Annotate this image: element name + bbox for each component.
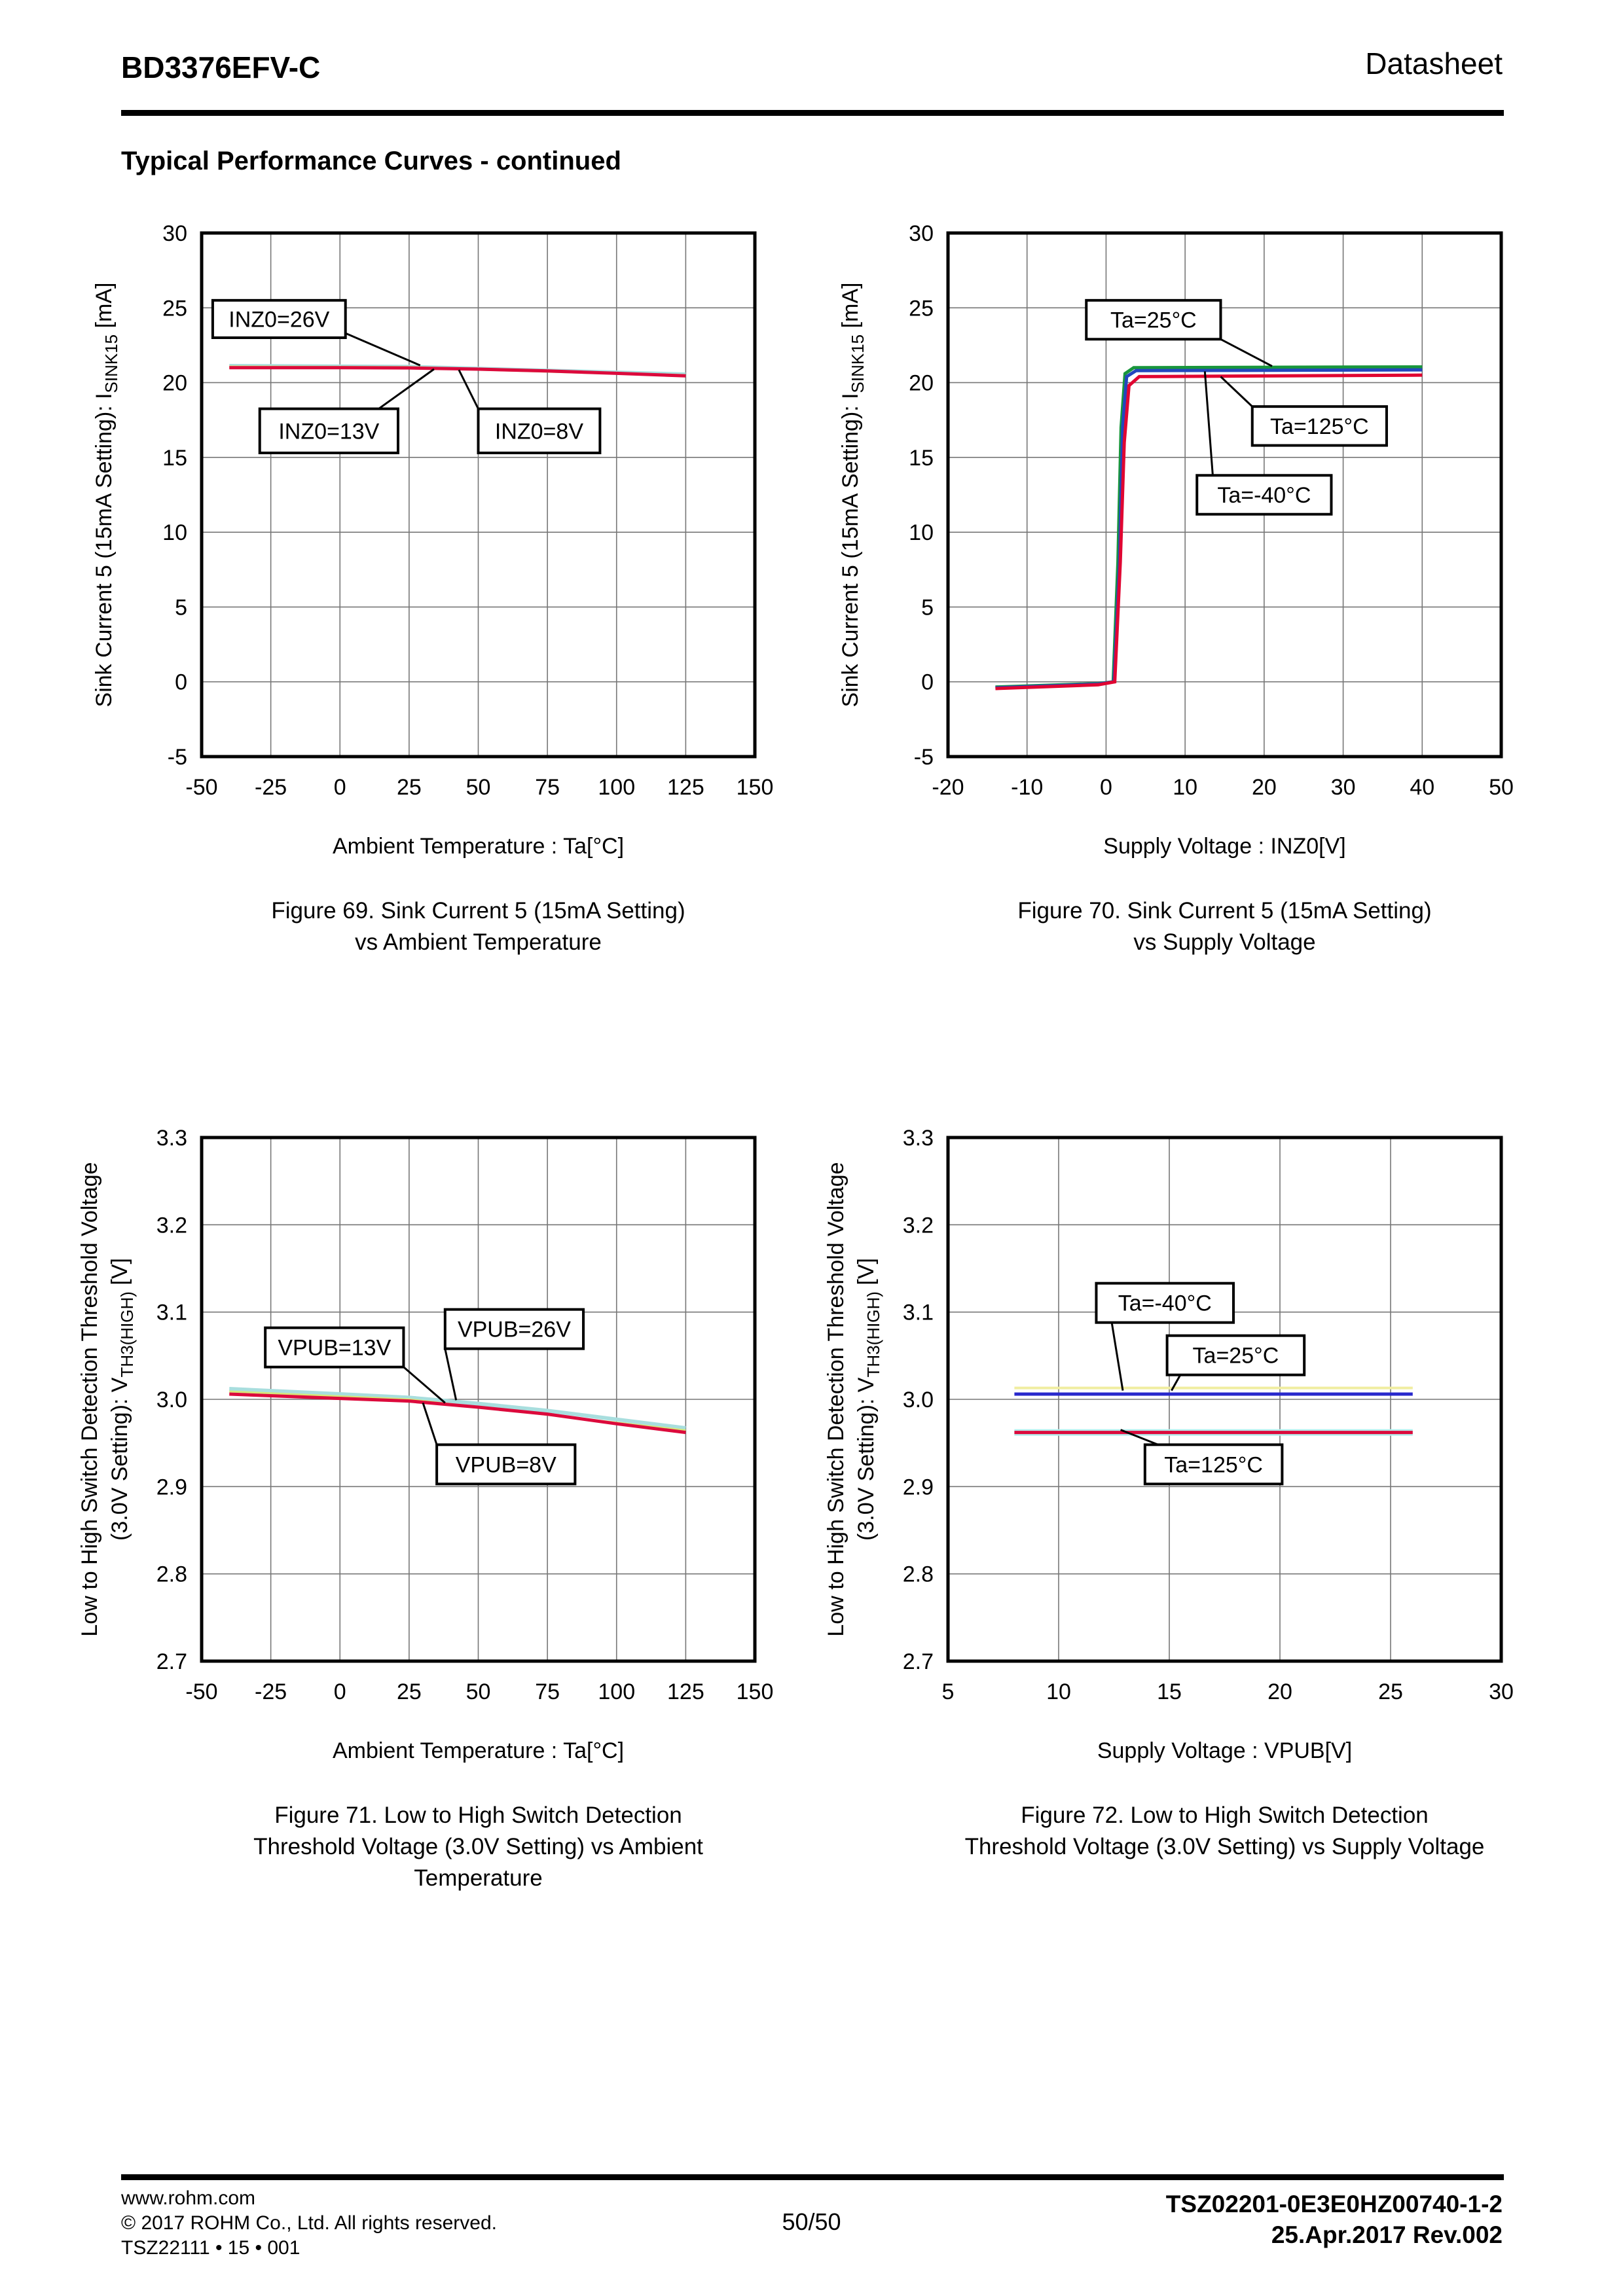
chart-text: 2.8 bbox=[156, 1562, 187, 1587]
chart-text: Ta=125°C bbox=[1164, 1452, 1263, 1478]
chart-text: INZ0=13V bbox=[278, 419, 380, 444]
chart-text: -50 bbox=[185, 1679, 218, 1704]
chart-text: 30 bbox=[909, 221, 934, 246]
chart-text: 2.8 bbox=[902, 1562, 934, 1587]
chart-text: 125 bbox=[667, 1679, 704, 1704]
footer-page-number: 50/50 bbox=[782, 2208, 841, 2235]
chart-text: 10 bbox=[909, 520, 934, 546]
y-axis-label: (3.0V Setting): $V_{TH3(HIGH)}$ [V] bbox=[107, 1258, 137, 1541]
chart-text: INZ0=26V bbox=[228, 307, 330, 332]
annotation-leader bbox=[378, 369, 434, 409]
chart-text: -25 bbox=[255, 1679, 287, 1704]
chart-text: 0 bbox=[333, 775, 346, 800]
figure-69-chart bbox=[77, 208, 784, 869]
series-VPUB=26V bbox=[229, 1394, 685, 1433]
annotation-leader bbox=[1112, 1323, 1123, 1391]
figure-69-caption bbox=[202, 895, 755, 958]
annotation-leader bbox=[1220, 376, 1252, 406]
figure-72-caption-line1: Figure 72. Low to High Switch Detection bbox=[1021, 1803, 1429, 1828]
chart-text: 2.7 bbox=[156, 1649, 187, 1674]
chart-text: 75 bbox=[535, 1679, 560, 1704]
chart-text: 100 bbox=[598, 775, 636, 800]
chart-text: 3.3 bbox=[902, 1126, 934, 1151]
y-axis-label: Low to High Switch Detection Threshold Voltage bbox=[824, 1162, 848, 1637]
figure-71-block bbox=[77, 1113, 784, 1894]
chart-text: Ta=-40°C bbox=[1118, 1291, 1212, 1316]
doc-type-label: Datasheet bbox=[1365, 46, 1503, 81]
chart-text: 3.3 bbox=[156, 1126, 187, 1151]
chart-text: 10 bbox=[162, 520, 187, 546]
chart-text: 3.0 bbox=[156, 1388, 187, 1412]
chart-text: Ta=25°C bbox=[1192, 1343, 1279, 1369]
figure-70-block bbox=[824, 208, 1531, 958]
chart-text: 20 bbox=[1251, 775, 1277, 800]
y-axis-label: (3.0V Setting): $V_{TH3(HIGH)}$ [V] bbox=[854, 1258, 883, 1541]
chart-text: 25 bbox=[396, 775, 422, 800]
chart-text: 30 bbox=[1330, 775, 1356, 800]
chart-text: -25 bbox=[255, 775, 287, 800]
chart-text: Ambient Temperature : Ta[°C] bbox=[332, 1738, 625, 1763]
chart-text: Supply Voltage : INZ0[V] bbox=[1103, 834, 1346, 859]
chart-text: Supply Voltage : VPUB[V] bbox=[1097, 1738, 1353, 1763]
series-INZ0=26V bbox=[229, 368, 685, 376]
chart-text: 30 bbox=[1489, 1679, 1514, 1704]
chart-text: 20 bbox=[909, 370, 934, 396]
chart-text: 75 bbox=[535, 775, 560, 800]
chart-text: VPUB=26V bbox=[457, 1317, 571, 1342]
chart-text: 0 bbox=[333, 1679, 346, 1704]
figure-71-caption-line1: Figure 71. Low to High Switch Detection bbox=[274, 1803, 682, 1828]
annotation-leader bbox=[1205, 371, 1213, 475]
chart-text: -10 bbox=[1011, 775, 1044, 800]
chart-text: 50 bbox=[1489, 775, 1514, 800]
chart-text: 150 bbox=[736, 1679, 774, 1704]
footer-doc-number: TSZ02201-0E3E0HZ00740-1-2 bbox=[1165, 2191, 1503, 2217]
chart-text: 15 bbox=[1157, 1679, 1182, 1704]
figure-69-caption-line1: Figure 69. Sink Current 5 (15mA Setting) bbox=[271, 898, 685, 924]
chart-text: 5 bbox=[921, 595, 934, 620]
chart-text: 15 bbox=[909, 445, 934, 471]
chart-text: 3.2 bbox=[902, 1213, 934, 1238]
footer-right bbox=[1166, 2189, 1503, 2250]
chart-text: 50 bbox=[465, 1679, 491, 1704]
chart-text: 10 bbox=[1046, 1679, 1071, 1704]
chart-text: 40 bbox=[1410, 775, 1435, 800]
footer-code: TSZ22111 • 15 • 001 bbox=[121, 2237, 301, 2259]
chart-text: 125 bbox=[667, 775, 704, 800]
footer-rule bbox=[121, 2174, 1504, 2180]
chart-text: 50 bbox=[465, 775, 491, 800]
chart-text: 3.1 bbox=[156, 1300, 187, 1325]
chart-text: 3.0 bbox=[902, 1388, 934, 1412]
chart-text: 25 bbox=[162, 296, 187, 321]
figure-71-caption bbox=[202, 1800, 755, 1894]
figure-71-chart bbox=[77, 1113, 784, 1774]
footer-revision: 25.Apr.2017 Rev.002 bbox=[1271, 2221, 1503, 2248]
chart-text: 0 bbox=[1099, 775, 1112, 800]
figure-70-caption-line1: Figure 70. Sink Current 5 (15mA Setting) bbox=[1017, 898, 1432, 924]
chart-text: 0 bbox=[921, 670, 934, 695]
annotation-leader bbox=[459, 370, 479, 408]
chart-text: 20 bbox=[1267, 1679, 1292, 1704]
figure-70-caption bbox=[948, 895, 1501, 958]
section-title: Typical Performance Curves - continued bbox=[121, 147, 621, 175]
chart-text: -20 bbox=[932, 775, 964, 800]
chart-text: Ta=125°C bbox=[1270, 414, 1369, 439]
chart-text: 15 bbox=[162, 445, 187, 471]
chart-text: VPUB=8V bbox=[455, 1452, 556, 1478]
chart-text: -5 bbox=[167, 745, 187, 770]
chart-text: 30 bbox=[162, 221, 187, 246]
chart-text: -5 bbox=[913, 745, 934, 770]
chart-text: INZ0=8V bbox=[494, 419, 584, 444]
chart-text: Ta=25°C bbox=[1110, 308, 1197, 333]
chart-text: 20 bbox=[162, 370, 187, 396]
figure-69-caption-line2: vs Ambient Temperature bbox=[355, 929, 602, 955]
figure-72-block bbox=[824, 1113, 1531, 1863]
chart-text: 2.7 bbox=[902, 1649, 934, 1674]
chart-text: 100 bbox=[598, 1679, 636, 1704]
chart-text: 5 bbox=[941, 1679, 955, 1704]
chart-text: Ambient Temperature : Ta[°C] bbox=[332, 834, 625, 859]
figure-71-caption-line2: Threshold Voltage (3.0V Setting) vs Ambient Temperature bbox=[253, 1834, 703, 1891]
chart-text: 3.1 bbox=[902, 1300, 934, 1325]
chart-text: VPUB=13V bbox=[278, 1335, 392, 1361]
chart-text: 0 bbox=[175, 670, 187, 695]
y-axis-label: Low to High Switch Detection Threshold Voltage bbox=[77, 1162, 102, 1637]
figure-69-block bbox=[77, 208, 784, 958]
chart-text: 3.2 bbox=[156, 1213, 187, 1238]
figure-70-caption-line2: vs Supply Voltage bbox=[1133, 929, 1316, 955]
chart-text: -50 bbox=[185, 775, 218, 800]
annotation-leader bbox=[423, 1403, 437, 1444]
chart-text: 2.9 bbox=[902, 1475, 934, 1500]
footer-url: www.rohm.com bbox=[121, 2187, 256, 2209]
part-number: BD3376EFV-C bbox=[121, 50, 321, 84]
header-rule bbox=[121, 110, 1504, 116]
footer-copyright: © 2017 ROHM Co., Ltd. All rights reserved. bbox=[121, 2212, 497, 2234]
chart-text: 5 bbox=[175, 595, 187, 620]
chart-text: 25 bbox=[1378, 1679, 1403, 1704]
figure-72-chart bbox=[824, 1113, 1531, 1774]
figure-72-caption bbox=[948, 1800, 1501, 1863]
chart-text: 150 bbox=[736, 775, 774, 800]
chart-text: 25 bbox=[909, 296, 934, 321]
y-axis-label: Sink Current 5 (15mA Setting): $I_{SINK15}$ [mA] bbox=[838, 282, 867, 708]
chart-text: Ta=-40°C bbox=[1217, 483, 1311, 508]
y-axis-label: Sink Current 5 (15mA Setting): $I_{SINK15}$ [mA] bbox=[92, 282, 121, 708]
annotation-leader bbox=[445, 1349, 456, 1401]
chart-text: 2.9 bbox=[156, 1475, 187, 1500]
figure-70-chart bbox=[824, 208, 1531, 869]
figure-72-caption-line2: Threshold Voltage (3.0V Setting) vs Supply Voltage bbox=[964, 1834, 1485, 1859]
chart-text: 25 bbox=[396, 1679, 422, 1704]
chart-text: 10 bbox=[1173, 775, 1198, 800]
